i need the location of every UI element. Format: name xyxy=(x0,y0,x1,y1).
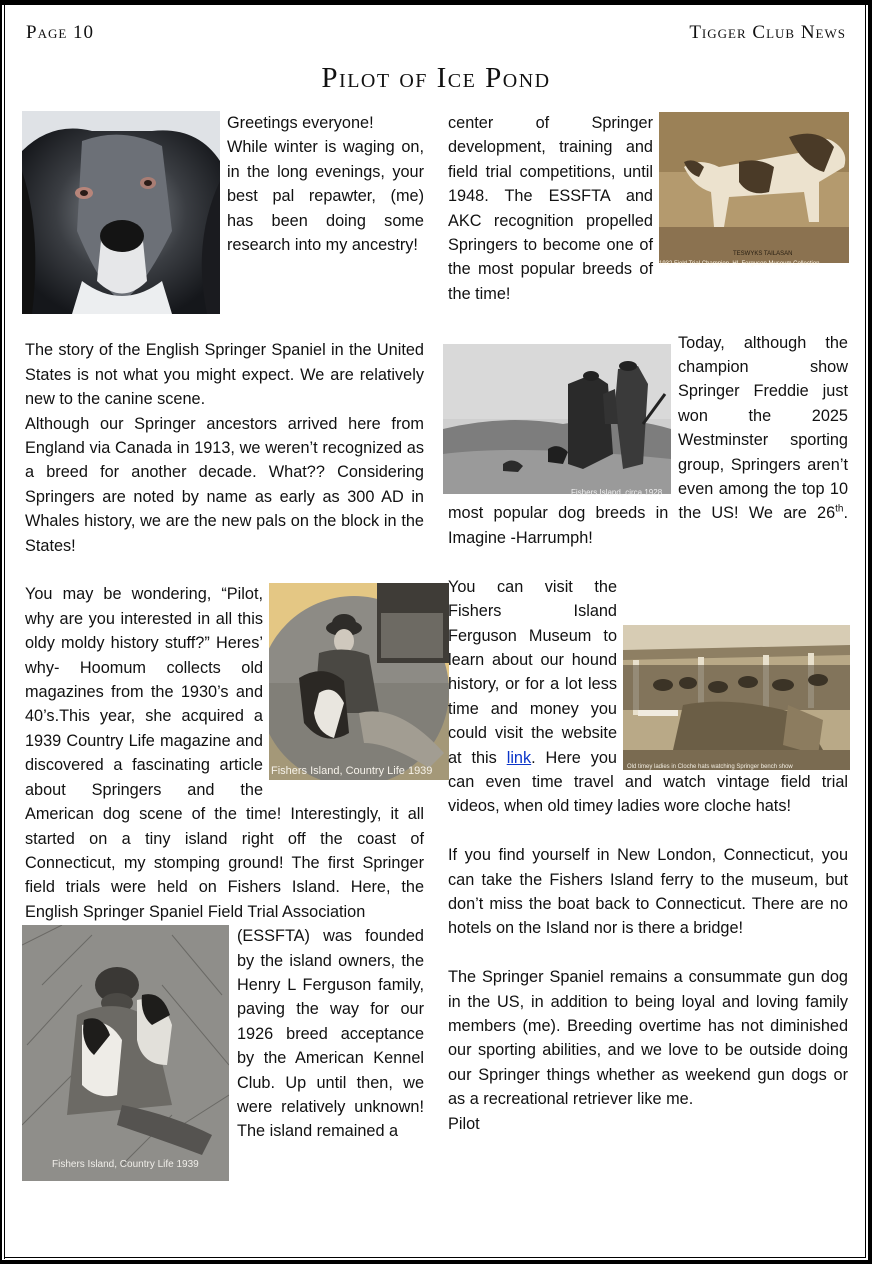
paragraph-story: The story of the English Springer Spaniel in the United States is not what you might expect. We are relatively new to the canine scene. xyxy=(25,341,424,409)
hunters-on-hill-photo-icon xyxy=(443,344,671,494)
article-title: Pilot of Ice Pond xyxy=(321,62,551,94)
superscript-ordinal: th xyxy=(835,504,844,516)
signature: Pilot xyxy=(448,1114,480,1133)
standing-springer-photo-icon xyxy=(659,112,849,263)
page-border-bottom-inner xyxy=(4,1257,866,1258)
paragraph-although: Although our Springer ancestors arrived here from England via Canada in 1913, we weren’t recognized as a breed for another decade. What?? Considering Springers are noted by name as early as 300 AD in Whales history, we are the new pals on the block in the States! xyxy=(25,414,424,555)
cloche-ladies-photo xyxy=(623,625,850,770)
country-life-man-photo xyxy=(22,925,229,1181)
porch-crowd-photo-icon xyxy=(623,625,850,770)
page-border-left-inner xyxy=(4,5,5,1259)
paragraph-today-end: . Imagine -Harrumph! xyxy=(448,504,848,547)
paragraph-new-london: If you find yourself in New London, Connecticut, you can take the Fishers Island ferry to the museum, but don’t miss the boat back to Connecticut. There are no hotels on the Island nor is there a bridge! xyxy=(448,846,848,938)
paragraph-today-text: Today, although the champion show Springer Freddie just won the 2025 Westminster sporting group, Springers aren’t even among the top 10 most popular dog breeds in the US! We are 26 xyxy=(448,333,848,523)
paragraph-today xyxy=(448,331,848,551)
page-border-left xyxy=(0,0,2,1264)
photo-caption: Fishers Island, circa 1928 xyxy=(571,487,663,497)
country-life-woman-photo xyxy=(269,583,449,780)
woman-with-dog-photo-icon xyxy=(269,583,449,780)
page-border-right-inner xyxy=(865,5,866,1258)
page-border-top xyxy=(0,0,872,5)
paragraph-wondering: You may be wondering, “Pilot, why are you interested in all this oldy moldy history stuff?” Heres’ why- Hoomum collects old magazines from the 1930’s and 40’s.This year, she acquired a 1939 Country Life magazine and discovered a fascinating article about Springers and the American dog scene of the time! Interestingly, it all started on a tiny island right off the coast of Connecticut, my stomping ground! The first Springer field trials were held on Fishers Island. Here, the English Springer Spaniel Field Trial Association xyxy=(25,585,424,921)
paragraph-essfta: (ESSFTA) was founded by the island owners, the Henry L Ferguson family, paving the way for our 1926 breed acceptance by the American Kennel Club. Up until then, we were relatively unknown! The island remained a xyxy=(237,927,424,1141)
photo-caption: Fishers Island, Country Life 1939 xyxy=(271,765,433,778)
page-number: Page 10 xyxy=(26,22,95,43)
paragraph-visit-text: You can visit the Fishers Island Ferguson Museum to learn about our hound history, or for a lot less time and money you could visit the website at this xyxy=(448,577,617,767)
pilot-portrait-photo xyxy=(22,111,220,314)
paragraph-springer-remains: The Springer Spaniel remains a consummate gun dog in the US, in addition to being loyal and loving family members (me). Breeding overtime has not diminished our sporting abilities, and we love to be outside doing our Springer things whether as weekend gun dogs or as a recreational retriever like me. xyxy=(448,968,848,1109)
paragraph-visit-end: . Here you can even time travel and watch vintage field trial videos, when old timey ladies wore cloche hats! xyxy=(448,748,848,816)
man-with-dogs-photo-icon xyxy=(22,925,229,1181)
photo-inscription: TESWYKS TAILASAN xyxy=(733,251,793,257)
intro-greeting: Greetings everyone! xyxy=(227,114,374,132)
publication-name: Tigger Club News xyxy=(689,22,846,43)
photo-caption: Old timey ladies in Cloche hats watching Springer bench show xyxy=(627,763,793,770)
left-column xyxy=(25,111,433,1181)
photo-caption: Fishers Island, Country Life 1939 xyxy=(52,1159,199,1171)
page-border-bottom xyxy=(0,1260,872,1264)
champion-1932-photo xyxy=(659,112,849,267)
page-border-right xyxy=(868,0,872,1264)
fishers-1928-photo xyxy=(443,344,671,497)
intro-text: While winter is waging on, in the long evenings, your best pal repawter, (me) has been doing some research into my ancestry! xyxy=(227,138,424,255)
museum-website-link[interactable]: link xyxy=(506,748,532,767)
dog-portrait-icon xyxy=(22,111,220,314)
right-column xyxy=(448,111,848,1136)
paragraph-center: center of Springer development, training and field trial competitions, until 1948. The ESSFTA and AKC recognition propelled Springers to become one of the most popular breeds of the time! xyxy=(448,114,653,303)
photo-caption: 1932 Field Trial Champion, HL Ferguson Museum Collection xyxy=(659,261,820,267)
paragraph-visit xyxy=(448,575,848,819)
